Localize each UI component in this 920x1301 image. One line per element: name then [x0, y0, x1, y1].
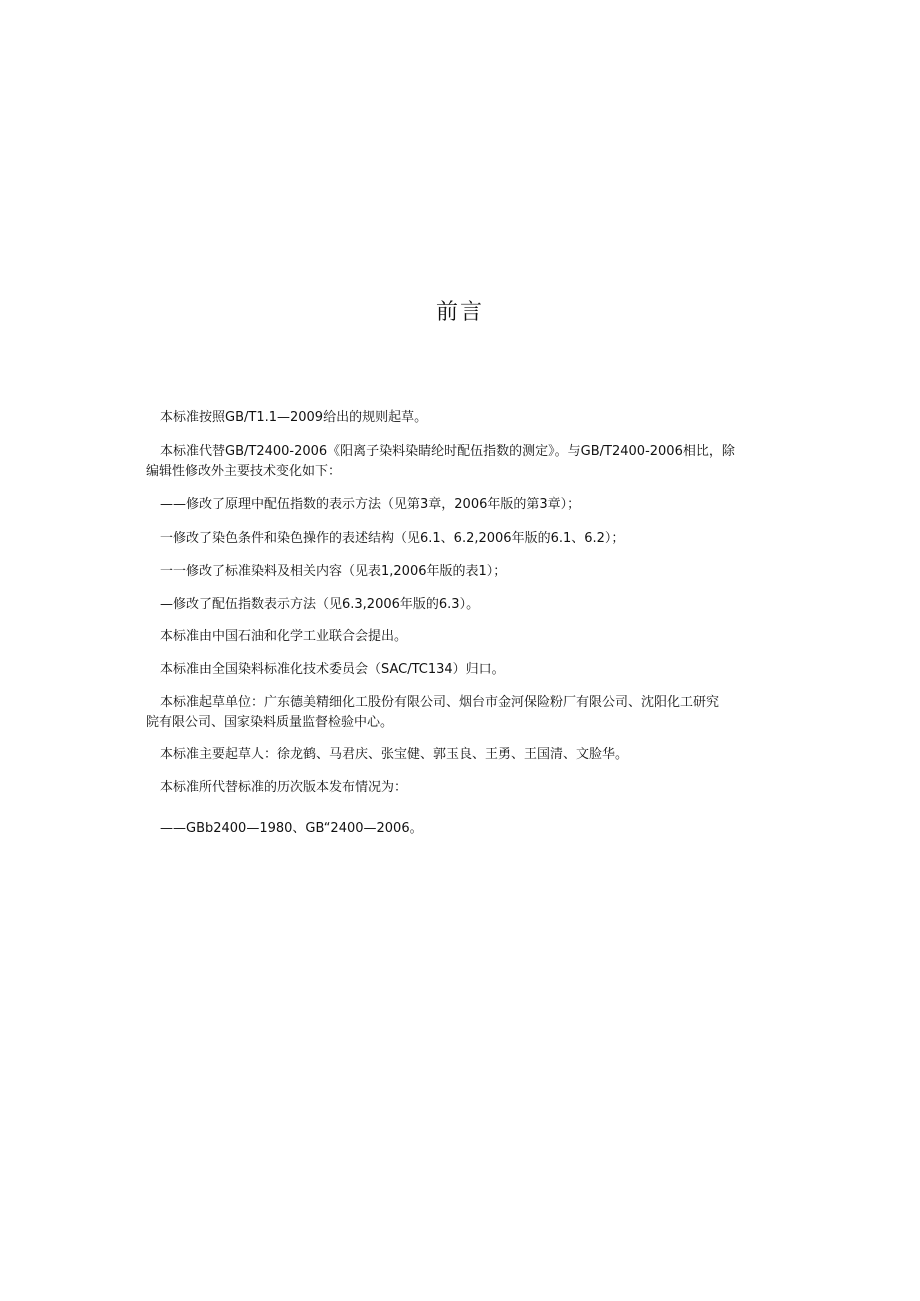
paragraph-text-line-2: 编辑性修改外主要技术变化如下：: [146, 464, 342, 479]
paragraph-text: 本标准按照GB/T1.1—2009给出的规则起草。: [160, 410, 428, 425]
paragraph-text: 本标准所代替标准的历次版本发布情况为：: [160, 780, 408, 795]
paragraph-text: 本标准由中国石油和化学工业联合会提出。: [160, 629, 408, 644]
paragraph-text-line-1: 本标准代替GB/T2400-2006《阳离子染料染睛纶时配伍指数的测定》。与GB/T2400-2006相比，除: [160, 444, 735, 459]
change-item-text: 一修改了染色条件和染色操作的表述结构（见6.1、6.2,2006年版的6.1、6.2）；: [160, 531, 625, 546]
change-item-text: ——修改了原理中配伍指数的表示方法（见第3章，2006年版的第3章）；: [160, 497, 581, 512]
paragraph-text-line-1: 本标准起草单位：广东德美精细化工股份有限公司、烟台市金河保险粉厂有限公司、沈阳化工研究: [160, 695, 720, 710]
paragraph-text: 本标准由全国染料标准化技术委员会（SAC/TC134）归口。: [160, 662, 505, 677]
list-item-text: ——GBb2400—1980、GB“2400—2006。: [160, 821, 423, 836]
change-item-text: 一一修改了标准染料及相关内容（见表1,2006年版的表1）；: [160, 564, 507, 579]
paragraph-text-line-2: 院有限公司、国家染料质量监督检验中心。: [146, 715, 394, 730]
change-item-text: —修改了配伍指数表示方法（见6.3,2006年版的6.3）。: [160, 597, 480, 612]
paragraph-text: 本标准主要起草人：徐龙鹤、马君庆、张宝健、郭玉良、王勇、王国清、文脸华。: [160, 747, 629, 762]
page-title: 前言: [435, 300, 484, 325]
